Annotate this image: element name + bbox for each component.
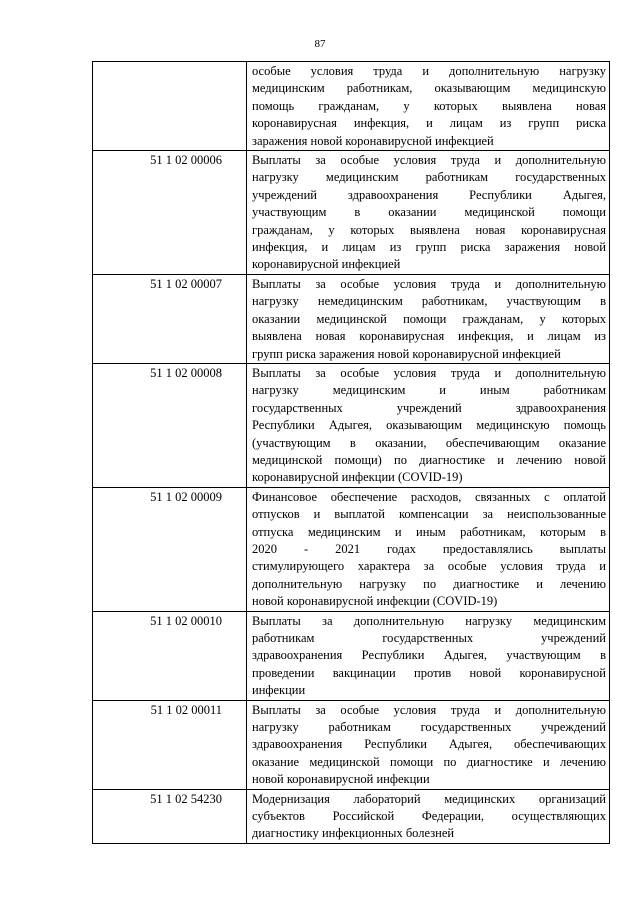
table-row: [93, 62, 610, 151]
description-line: оказание медицинской помощи по диагностике и лечению: [252, 754, 606, 769]
description-line: нагрузку работникам государственных учреждений: [252, 720, 606, 735]
description-line: гражданам, у которых выявлена новая коронавирусная: [252, 222, 606, 237]
description-line: новой коронавирусной инфекции: [252, 772, 430, 787]
description-line: Республики Адыгея, оказывающим медицинскую помощь: [252, 418, 606, 433]
description-line: участвующим в оказании медицинской помощи: [252, 205, 606, 220]
row-description: [247, 274, 610, 363]
row-code: 51 1 02 00010: [93, 611, 247, 700]
table-row: [93, 274, 610, 363]
description-line: отпусков и выплатой компенсации за неиспользованные: [252, 507, 606, 522]
description-line: проведении вакцинации против новой коронавирусной: [252, 665, 606, 680]
description-line: Выплаты за особые условия труда и дополнительную: [252, 276, 606, 291]
description-line: работникам государственных учреждений: [252, 631, 606, 645]
description-line: диагностику инфекционных болезней: [252, 826, 455, 841]
description-line: нагрузку немедицинским работникам, участвующим в: [252, 294, 606, 309]
description-line: медицинской помощи) по диагностике и лечению новой: [252, 452, 606, 467]
table-row: [93, 789, 610, 843]
table-body: [93, 62, 610, 844]
description-line: помощь гражданам, у которых выявлена новая: [252, 98, 606, 113]
table-row: [93, 151, 610, 275]
description-line: Выплаты за дополнительную нагрузку медицинским: [252, 613, 606, 628]
row-description: [247, 151, 610, 275]
description-line: нагрузку медицинским и иным работникам: [252, 383, 606, 398]
table-row: [93, 611, 610, 700]
row-code: 51 1 02 00007: [93, 274, 247, 363]
row-description: [247, 487, 610, 611]
description-line: дополнительную нагрузку по диагностике и лечению: [252, 576, 606, 591]
description-line: 2020 - 2021 годах предоставлялись выплаты: [252, 541, 606, 556]
description-line: оказании медицинской помощи гражданам, у которых: [252, 311, 606, 326]
row-code: 51 1 02 00011: [93, 700, 247, 789]
description-line: инфекция, и лицам из групп риска заражения новой: [252, 240, 606, 255]
description-line: государственных учреждений здравоохранения: [252, 400, 606, 415]
description-line: Выплаты за особые условия труда и дополнительную: [252, 365, 606, 380]
page-number: 87: [314, 38, 326, 50]
description-line: здравоохранения Республики Адыгея, обеспечивающих: [252, 737, 606, 752]
description-line: отпуска медицинским и иным работникам, которым в: [252, 524, 606, 539]
description-line: Выплаты за особые условия труда и дополнительную: [252, 153, 606, 168]
description-line: учреждений здравоохранения Республики Адыгея,: [252, 187, 606, 202]
description-line: коронавирусной инфекцией: [252, 257, 401, 272]
row-code: 51 1 02 54230: [93, 789, 247, 843]
description-line: здравоохранения Республики Адыгея, участвующим в: [252, 648, 606, 663]
description-line: (участвующим в оказании, обеспечивающим оказание: [252, 435, 606, 450]
row-code: [93, 62, 247, 151]
description-line: выявлена новая коронавирусная инфекция, и лицам из: [252, 329, 606, 344]
description-line: нагрузку медицинским работникам государственных: [252, 170, 606, 185]
row-description: [247, 363, 610, 487]
description-line: Модернизация лабораторий медицинских организаций: [252, 791, 606, 806]
description-line: стимулирующего характера за особые условия труда и: [252, 559, 606, 574]
description-line: медицинским работникам, оказывающим медицинскую: [252, 81, 606, 96]
description-line: Выплаты за особые условия труда и дополнительную: [252, 702, 606, 717]
row-description: [247, 700, 610, 789]
description-line: новой коронавирусной инфекции (COVID-19): [252, 594, 498, 609]
row-code: 51 1 02 00006: [93, 151, 247, 275]
row-description: [247, 611, 610, 700]
description-line: Финансовое обеспечение расходов, связанных с оплатой: [252, 489, 606, 504]
description-line: особые условия труда и дополнительную нагрузку: [252, 64, 606, 78]
row-code: 51 1 02 00008: [93, 363, 247, 487]
description-line: субъектов Российской Федерации, осуществляющих: [252, 809, 606, 824]
budget-classification-table: [92, 61, 610, 844]
description-line: коронавирусной инфекции (COVID-19): [252, 470, 463, 485]
row-code: 51 1 02 00009: [93, 487, 247, 611]
row-description: [247, 62, 610, 151]
table-row: [93, 487, 610, 611]
row-description: [247, 789, 610, 843]
description-line: групп риска заражения новой коронавирусной инфекцией: [252, 346, 561, 361]
description-line: коронавирусная инфекция, и лицам из групп риска: [252, 116, 606, 131]
description-line: инфекции: [252, 683, 306, 698]
table-row: [93, 700, 610, 789]
description-line: заражения новой коронавирусной инфекцией: [252, 133, 494, 148]
table-row: [93, 363, 610, 487]
